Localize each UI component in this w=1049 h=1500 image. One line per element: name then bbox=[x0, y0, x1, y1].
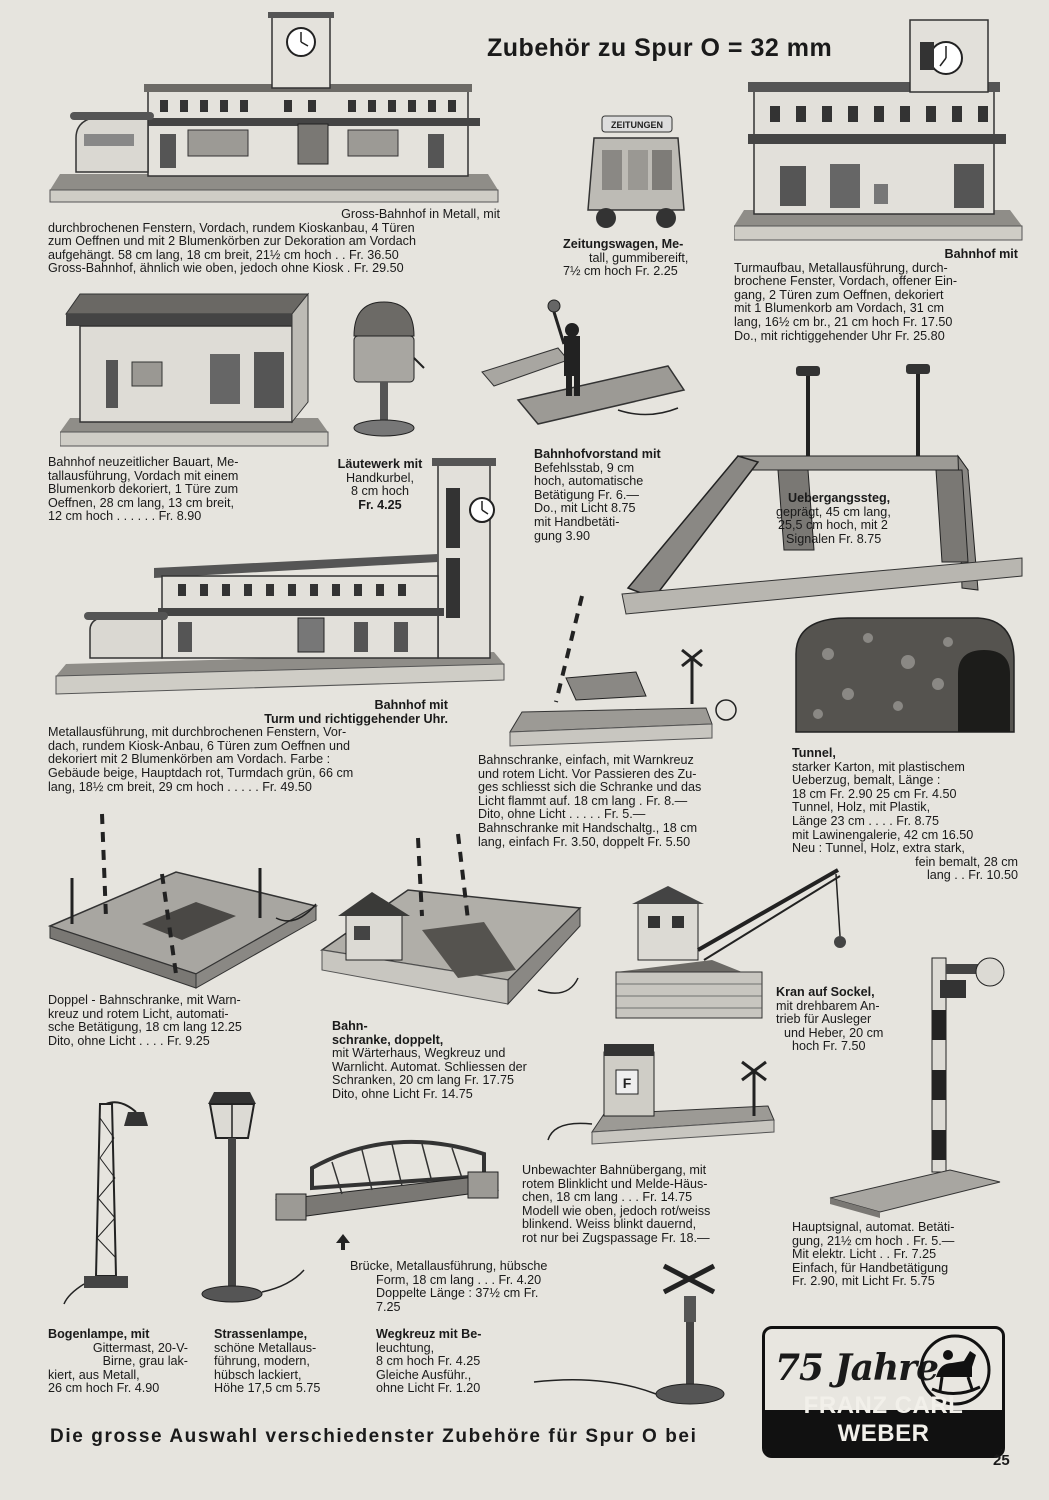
tunnel-image bbox=[788, 614, 1022, 740]
unbewachter-bahnuebergang-image bbox=[544, 1040, 792, 1158]
strassenlampe-text: Strassenlampe, schöne Metallaus- führung, modern, hübsch lackiert, Höhe 17,5 cm 5.75 bbox=[214, 1327, 321, 1396]
uebergangssteg-text: Uebergangssteg, geprägt, 45 cm lang, 25,5 cm hoch, mit 2 Signalen Fr. 8.75 bbox=[776, 491, 891, 546]
zeitungswagen-image bbox=[580, 110, 692, 234]
bahnhof-turmaufbau-image bbox=[734, 14, 1024, 244]
doppel-bahnschranke-image bbox=[46, 808, 322, 990]
bahnschranke-doppelt-text: Bahn- schranke, doppelt, mit Wärterhaus, Wegkreuz und Warnlicht. Automat. Schliessen der Schranken, 20 cm lang Fr. 17.75 Dito, ohne Licht Fr. 14.75 bbox=[332, 1019, 527, 1101]
bruecke-text: Brücke, Metallausführung, hübsche Form, 18 cm lang . . . Fr. 4.20 Doppelte Länge : 37½ cm Fr. 7.25 bbox=[350, 1259, 548, 1314]
clock-icon bbox=[287, 28, 315, 56]
tunnel-text: Tunnel, starker Karton, mit plastischem Ueberzug, bemalt, Länge : 18 cm Fr. 2.90 25 cm Fr. 4.50 Tunnel, Holz, mit Plastik, Länge 23 cm . . . . Fr. 8.75 mit Lawinengalerie, 42 cm 16.50 Neu : Tunnel, Holz, extra stark, fein bemalt, 28 cm lang . . Fr. 10.50 bbox=[792, 746, 1018, 883]
clock-icon bbox=[930, 42, 962, 74]
bahnhof-neuzeitlich-text: Bahnhof neuzeitlicher Bauart, Me- tallausführung, Vordach mit einem Blumenkorb dekoriert, 1 Türe zum Oeffnen, 28 cm lang, 13 cm breit, 12 cm hoch . . . . . . Fr. 8.90 bbox=[48, 455, 239, 524]
gross-bahnhof-text: Gross-Bahnhof in Metall, mit durchbrochenen Fenstern, Vordach, rundem Kioskanbau, 4 Türen zum Oeffnen und mit 2 Blumenkörben zur Dekoration am Vordach aufgehängt. 58 cm lang, 18 cm breit, 21½ cm hoch . . Fr. 36.50 Gross-Bahnhof, ähnlich wie oben, jedoch ohne Kiosk . Fr. 29.50 bbox=[48, 207, 500, 276]
arrow-up-icon bbox=[336, 1234, 350, 1250]
logo-anniversary: 75 Jahre bbox=[775, 1347, 939, 1389]
footer-tagline: Die grosse Auswahl verschiedenster Zubehöre für Spur O bei bbox=[50, 1426, 698, 1447]
strassenlampe-image bbox=[194, 1086, 314, 1316]
page-number: 25 bbox=[993, 1452, 1010, 1469]
clock-icon bbox=[470, 498, 494, 522]
doppel-bahnschranke-text: Doppel - Bahnschranke, mit Warn- kreuz und rotem Licht, automati- sche Betätigung, 18 cm lang 12.25 Dito, ohne Licht . . . . Fr. 9.25 bbox=[48, 993, 242, 1048]
bahnhof-turm-uhr-image bbox=[54, 458, 506, 696]
hauptsignal-text: Hauptsignal, automat. Betäti- gung, 21½ cm hoch . Fr. 5.— Mit elektr. Licht . . Fr. 7.25 Einfach, für Handbetätigung Fr. 2.90, mit Licht Fr. 5.75 bbox=[792, 1220, 955, 1289]
bahnhof-turm-uhr-text: Bahnhof mit Turm und richtiggehender Uhr. Metallausführung, mit durchbrochenen Fenstern, Vor- dach, rundem Kiosk-Anbau, 6 Türen zum Oeffnen und dekoriert mit 2 Blumenkörben am Vordach. Farbe : Gebäude beige, Hauptdach rot, Turmdach grün, 66 cm lang, 18½ cm breit, 29 cm hoch . . . . . Fr. 49.50 bbox=[48, 698, 448, 794]
wegkreuz-image bbox=[524, 1262, 754, 1410]
bahnhofvorstand-text: Bahnhofvorstand mit Befehlsstab, 9 cm hoch, automatische Betätigung Fr. 6.— Do., mit Licht 8.75 mit Handbetäti- gung 3.90 bbox=[534, 447, 661, 543]
bogenlampe-text: Bogenlampe, mit Gittermast, 20-V- Birne, grau lak- kiert, aus Metall, 26 cm hoch Fr. 4.90 bbox=[48, 1327, 188, 1396]
bahnschranke-doppelt-image bbox=[318, 830, 590, 1022]
franz-carl-weber-logo bbox=[762, 1326, 1005, 1458]
bogenlampe-image bbox=[60, 1098, 170, 1316]
bahnhof-neuzeitlich-image bbox=[60, 292, 330, 450]
svg-text:F: F bbox=[622, 1075, 632, 1091]
bahnschranke-text: Bahnschranke, einfach, mit Warnkreuz und rotem Licht. Vor Passieren des Zu- ges schliesst sich die Schranke und das Licht flammt auf. 18 cm lang . Fr. 8.— Dito, ohne Licht . . . . . Fr. 5.— Bahnschranke mit Handschaltg., 18 cm lang, einfach Fr. 3.50, doppelt Fr. 5.50 bbox=[478, 753, 702, 849]
logo-name-bar bbox=[765, 1392, 1002, 1455]
logo-name: FRANZ CARL WEBER bbox=[803, 1392, 964, 1447]
laeutewerk-image bbox=[344, 298, 426, 442]
unbewachter-bahnuebergang-text: Unbewachter Bahnübergang, mit rotem Blinklicht und Melde-Häus- chen, 18 cm lang . . . Fr. 14.75 Modell wie oben, jedoch rot/weiss blinkend. Weiss blinkt dauernd, rot nur bei Zugspassage Fr. 18.— bbox=[522, 1163, 711, 1245]
bahnhof-turmaufbau-text: Bahnhof mit Turmaufbau, Metallausführung, durch- brochene Fenster, Vordach, offener Ein- gang, 2 Türen zum Oeffnen, dekoriert mit 1 Blumenkorb am Vordach, 31 cm lang, 16½ cm br., 21 cm hoch Fr. 17.50 Do., mit richtiggehender Uhr Fr. 25.80 bbox=[734, 247, 1018, 343]
gross-bahnhof-image bbox=[48, 12, 500, 204]
bahnschranke-image bbox=[506, 592, 742, 748]
zeitungswagen-text: Zeitungswagen, Me- tall, gummibereift, 7½ cm hoch Fr. 2.25 bbox=[563, 237, 689, 279]
kran-text: Kran auf Sockel, mit drehbarem An- trieb für Ausleger und Heber, 20 cm hoch Fr. 7.50 bbox=[776, 985, 884, 1054]
page-title: Zubehör zu Spur O = 32 mm bbox=[487, 34, 833, 62]
wegkreuz-text: Wegkreuz mit Be- leuchtung, 8 cm hoch Fr. 4.25 Gleiche Ausführ., ohne Licht Fr. 1.20 bbox=[376, 1327, 482, 1396]
svg-text:ZEITUNGEN: ZEITUNGEN bbox=[610, 120, 664, 130]
laeutewerk-text: Läutewerk mit Handkurbel, 8 cm hoch Fr. 4.25 bbox=[337, 457, 423, 512]
hauptsignal-image bbox=[820, 950, 1020, 1218]
